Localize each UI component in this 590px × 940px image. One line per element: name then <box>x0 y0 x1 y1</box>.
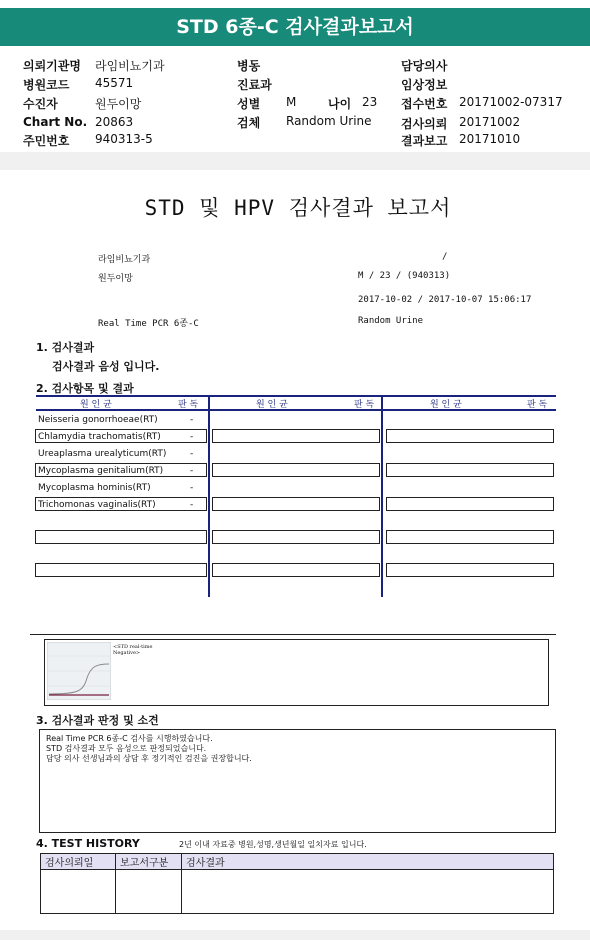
empty-row-box <box>386 463 554 477</box>
result-value: - <box>190 449 194 459</box>
field-label-text: 검사의뢰 <box>401 117 448 131</box>
header-row <box>23 132 69 149</box>
section1-text: 검사결과 음성 입니다. <box>52 360 160 373</box>
field-label <box>237 114 260 131</box>
section2-heading: 2. 검사항목 및 결과 <box>36 382 134 395</box>
section4-heading: 4. TEST HISTORY <box>36 837 140 850</box>
history-header-row <box>41 854 554 870</box>
sex-value: M <box>286 95 297 109</box>
field-label-text: 진료과 <box>237 78 272 92</box>
request-date: 20171002 <box>459 115 521 129</box>
header-row <box>23 95 58 112</box>
history-col-header: 검사결과 <box>182 854 554 870</box>
pcr-curve-thumbnail <box>47 642 111 700</box>
field-label: Chart No. <box>23 115 88 129</box>
field-label: 수진자 <box>23 97 58 111</box>
field-label <box>401 115 447 132</box>
result-value: - <box>190 415 194 425</box>
field-label-text: 임상정보 <box>401 78 448 92</box>
empty-row-box <box>212 497 380 511</box>
history-cell <box>182 870 554 914</box>
col-header-org: 원 인 균 <box>430 400 462 410</box>
table-top-rule <box>36 395 556 397</box>
separator-slash: / <box>442 252 448 262</box>
field-label-text: 담당의사 <box>401 59 448 73</box>
field-label-text: 결과보고 <box>401 134 448 148</box>
organism-name: Mycoplasma hominis(RT) <box>38 483 151 493</box>
history-cell <box>41 870 116 914</box>
organism-name: Chlamydia trachomatis(RT) <box>38 432 161 442</box>
graph-legend-line1: <STD real-time <box>113 644 153 650</box>
result-value: - <box>190 466 194 476</box>
empty-row-box <box>386 497 554 511</box>
report-heading: STD 및 HPV 검사결과 보고서 <box>144 196 452 220</box>
col-header-org: 원 인 균 <box>80 400 112 410</box>
section4-note: 2년 이내 자료중 병원,성명,생년월일 일치자료 입니다. <box>179 840 367 849</box>
empty-row-box <box>35 563 207 577</box>
organism-name: Mycoplasma genitalium(RT) <box>38 466 164 476</box>
history-col-header: 검사의뢰일 <box>41 854 116 870</box>
graph-container <box>44 639 549 706</box>
field-value: 20863 <box>95 115 134 129</box>
empty-row-box <box>35 530 207 544</box>
section3-heading: 3. 검사결과 판정 및 소견 <box>36 714 159 727</box>
history-cell <box>116 870 182 914</box>
result-value: - <box>190 500 194 510</box>
empty-row-box <box>386 530 554 544</box>
sex-age: M / 23 / (940313) <box>358 271 451 281</box>
field-label-text: 성별 <box>237 97 261 111</box>
organism-name: Neisseria gonorrhoeae(RT) <box>38 415 158 425</box>
field-value: 라임비뇨기과 <box>95 59 165 73</box>
separator-band <box>0 152 590 170</box>
patient-name: 원두이망 <box>98 274 133 284</box>
result-value: - <box>190 483 194 493</box>
field-label: 병원코드 <box>23 78 70 92</box>
field-value: 45571 <box>95 76 134 90</box>
table-header-rule <box>36 409 556 411</box>
col-header-result: 판 독 <box>178 400 199 410</box>
history-col-header: 보고서구분 <box>116 854 182 870</box>
clinic-name: 라임비뇨기과 <box>98 255 151 265</box>
field-label <box>401 76 447 93</box>
col-header-result: 판 독 <box>527 400 548 410</box>
empty-row-box <box>212 563 380 577</box>
empty-row-box <box>212 463 380 477</box>
bottom-band <box>0 930 590 940</box>
result-value: - <box>190 432 194 442</box>
empty-row-box <box>386 429 554 443</box>
section1-heading: 1. 검사결과 <box>36 341 95 354</box>
graph-top-rule <box>30 634 556 635</box>
empty-row-box <box>212 429 380 443</box>
field-value: 940313-5 <box>95 132 153 146</box>
dates: 2017-10-02 / 2017-10-07 15:06:17 <box>358 295 532 305</box>
field-label <box>401 95 447 112</box>
field-label <box>401 132 447 149</box>
field-label-text: 병동 <box>237 59 261 73</box>
specimen: Random Urine <box>358 316 424 326</box>
column-divider <box>381 395 383 597</box>
specimen-value: Random Urine <box>286 114 372 128</box>
report-date: 20171010 <box>459 132 521 146</box>
field-label <box>237 95 260 112</box>
graph-legend-line2: Negative> <box>113 650 141 656</box>
age-label-text: 나이 <box>328 97 352 111</box>
header-row <box>23 76 69 93</box>
field-label <box>237 57 260 74</box>
field-label-text: 접수번호 <box>401 97 448 111</box>
field-label: 주민번호 <box>23 134 70 148</box>
history-empty-row <box>41 870 554 914</box>
empty-row-box <box>386 563 554 577</box>
header-row <box>23 115 87 129</box>
col-header-org: 원 인 균 <box>256 400 288 410</box>
test-name: Real Time PCR 6종-C <box>98 319 199 329</box>
organism-name: Trichomonas vaginalis(RT) <box>38 500 156 510</box>
opinion-line: STD 검사결과 모두 음성으로 판정되었습니다. <box>46 744 207 753</box>
opinion-line: 담당 의사 선생님과의 상담 후 정기적인 검진을 권장합니다. <box>46 754 252 763</box>
history-table <box>40 853 554 914</box>
header-row <box>23 57 81 74</box>
field-label: 의뢰기관명 <box>23 59 81 73</box>
field-label-text: 검체 <box>237 116 261 130</box>
opinion-line: Real Time PCR 6종-C 검사를 시행하였습니다. <box>46 734 213 743</box>
report-title-bar: STD 6종-C 검사결과보고서 <box>0 8 590 46</box>
opinion-box <box>39 729 556 833</box>
age-value: 23 <box>362 95 378 109</box>
empty-row-box <box>212 530 380 544</box>
receipt-number: 20171002-07317 <box>459 95 563 109</box>
field-label <box>401 57 447 74</box>
col-header-result: 판 독 <box>354 400 375 410</box>
age-label <box>328 95 351 112</box>
column-divider <box>208 395 210 597</box>
graph-legend <box>113 644 152 656</box>
field-value: 원두이망 <box>95 97 142 111</box>
field-label <box>237 76 272 93</box>
organism-name: Ureaplasma urealyticum(RT) <box>38 449 167 459</box>
